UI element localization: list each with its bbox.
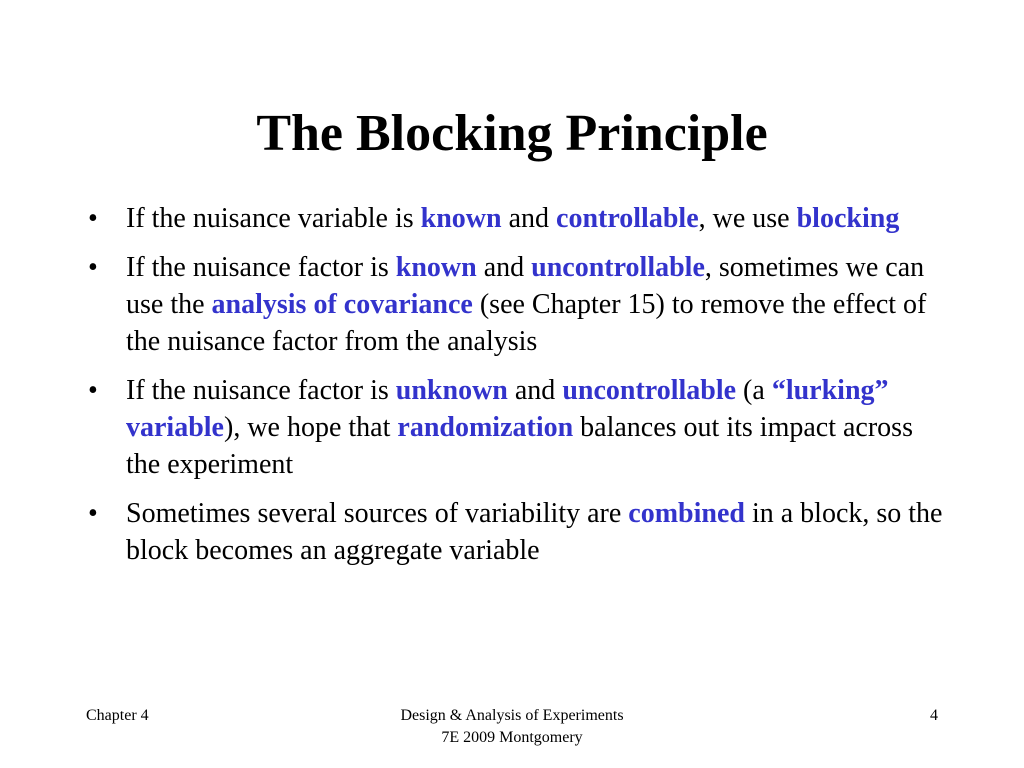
highlighted-term: known bbox=[395, 252, 477, 283]
highlighted-term: controllable bbox=[556, 203, 699, 234]
slide-title: The Blocking Principle bbox=[256, 105, 768, 162]
highlighted-term: unknown bbox=[395, 375, 508, 406]
bullet-text: (a bbox=[736, 375, 772, 406]
bullet-text: and bbox=[501, 203, 557, 234]
highlighted-term: known bbox=[420, 203, 502, 234]
bullet-text: in a block, so the block becomes an aggregate variable bbox=[126, 498, 943, 566]
bullet-text: If the nuisance factor is bbox=[126, 375, 396, 406]
highlighted-term: uncontrollable bbox=[531, 252, 705, 283]
bullet-text: If the nuisance factor is bbox=[126, 252, 396, 283]
bullet-text: If the nuisance variable is bbox=[126, 203, 421, 234]
bullet-list bbox=[84, 200, 944, 581]
highlighted-term: blocking bbox=[796, 203, 900, 234]
bullet-item bbox=[84, 200, 944, 237]
bullet-dot-icon: • bbox=[88, 498, 98, 529]
highlighted-term: randomization bbox=[397, 412, 574, 443]
bullet-item bbox=[84, 495, 944, 569]
bullet-text: , sometimes we can use the bbox=[126, 252, 925, 320]
highlighted-term: “lurking” variable bbox=[126, 375, 889, 443]
footer-course bbox=[312, 705, 712, 749]
highlighted-term: combined bbox=[628, 498, 745, 529]
bullet-text: , we use bbox=[698, 203, 797, 234]
bullet-dot-icon: • bbox=[88, 203, 98, 234]
highlighted-term: uncontrollable bbox=[562, 375, 737, 406]
bullet-text: Sometimes several sources of variability are bbox=[126, 498, 629, 529]
bullet-text: and bbox=[476, 252, 532, 283]
bullet-dot-icon: • bbox=[88, 375, 98, 406]
footer-chapter: Chapter 4 bbox=[86, 707, 149, 724]
bullet-text: (see Chapter 15) to remove the effect of the nuisance factor from the analysis bbox=[126, 289, 927, 357]
bullet-item bbox=[84, 249, 944, 360]
bullet-item bbox=[84, 372, 944, 483]
bullet-text: balances out its impact across the experiment bbox=[126, 412, 913, 480]
footer-course-line1: Design & Analysis of Experiments bbox=[400, 707, 624, 724]
bullet-text: and bbox=[507, 375, 563, 406]
bullet-dot-icon: • bbox=[88, 252, 98, 283]
footer-course-line2: 7E 2009 Montgomery bbox=[441, 729, 583, 746]
highlighted-term: analysis of covariance bbox=[211, 289, 473, 320]
bullet-text: ), we hope that bbox=[224, 412, 398, 443]
footer-page-number: 4 bbox=[930, 707, 938, 724]
